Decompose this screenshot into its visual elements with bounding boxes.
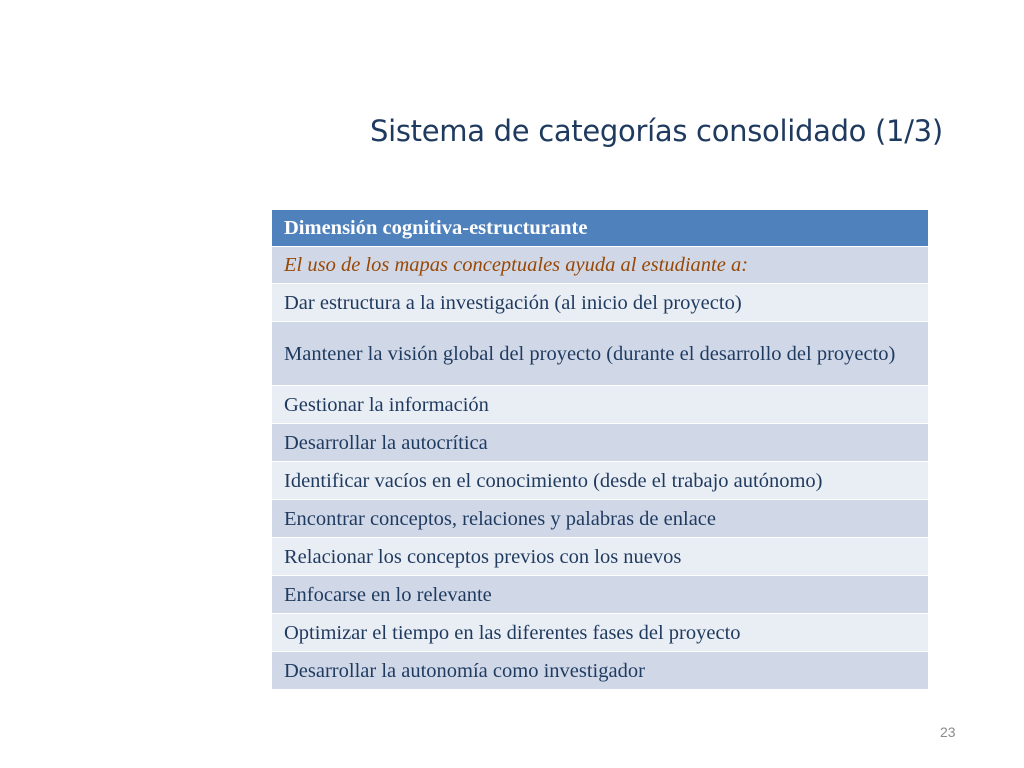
table-row-text: Encontrar conceptos, relaciones y palabras de enlace xyxy=(284,507,716,530)
table-row xyxy=(272,500,928,538)
table-row-text: Identificar vacíos en el conocimiento (desde el trabajo autónomo) xyxy=(284,469,823,492)
table-row-text: Optimizar el tiempo en las diferentes fases del proyecto xyxy=(284,621,741,644)
table-row-text: Gestionar la información xyxy=(284,393,489,416)
table-row xyxy=(272,652,928,690)
table-row-text: Desarrollar la autonomía como investigador xyxy=(284,659,645,682)
table-row xyxy=(272,322,928,386)
table-subheader xyxy=(272,247,928,284)
table-row xyxy=(272,576,928,614)
categories-table xyxy=(272,210,928,690)
table-row-text: Desarrollar la autocrítica xyxy=(284,431,488,454)
table-row xyxy=(272,284,928,322)
table-row xyxy=(272,386,928,424)
table-row xyxy=(272,462,928,500)
table-row xyxy=(272,614,928,652)
table-row xyxy=(272,538,928,576)
table-subheader-text: El uso de los mapas conceptuales ayuda al estudiante a: xyxy=(284,254,749,276)
table-row-text: Dar estructura a la investigación (al inicio del proyecto) xyxy=(284,291,742,314)
slide-title: Sistema de categorías consolidado (1/3) xyxy=(370,114,943,148)
table-row-text: Mantener la visión global del proyecto (durante el desarrollo del proyecto) xyxy=(284,342,896,365)
page-number: 23 xyxy=(940,724,956,740)
table-row-text: Enfocarse en lo relevante xyxy=(284,583,492,606)
table-header-text: Dimensión cognitiva-estructurante xyxy=(284,217,588,239)
table-row-text: Relacionar los conceptos previos con los nuevos xyxy=(284,545,682,568)
table-header xyxy=(272,210,928,247)
table-row xyxy=(272,424,928,462)
